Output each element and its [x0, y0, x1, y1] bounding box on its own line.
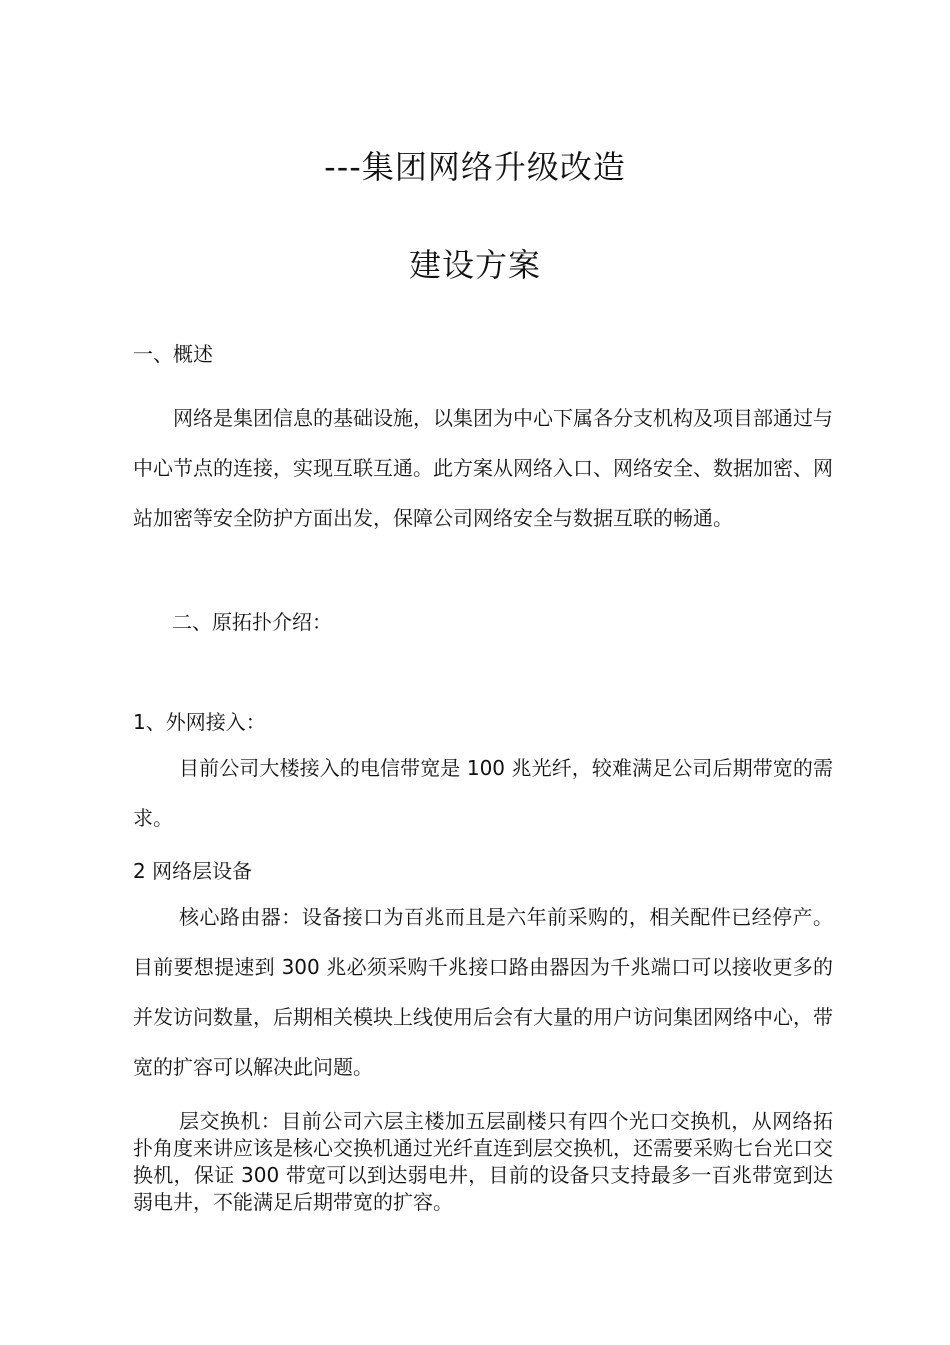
item1-heading: 1、外网接入： — [133, 710, 266, 734]
item2-paragraph-floor-switch: 层交换机：目前公司六层主楼加五层副楼只有四个光口交换机，从网络拓扑角度来讲应该是核心交换机通过光纤直连到层交换机，还需要采购七台光口交换机，保证 300 带宽可以到达弱电井，目前的设备只支持最多一百兆带宽到达弱电井，不能满足后期带宽的扩容。 — [133, 1109, 833, 1214]
item2-paragraph-core-router: 核心路由器：设备接口为百兆而且是六年前采购的，相关配件已经停产。目前要想提速到 300 兆必须采购千兆接口路由器因为千兆端口可以接收更多的并发访问数量，后期相关模块上线使用后会有大量的用户访问集团网络中心，带宽的扩容可以解决此问题。 — [133, 905, 833, 1079]
item2-heading: 2 网络层设备 — [133, 859, 253, 883]
section1-heading: 一、概述 — [133, 342, 213, 366]
section2-heading: 二、原拓扑介绍： — [172, 610, 332, 634]
item1-paragraph: 目前公司大楼接入的电信带宽是 100 兆光纤，较难满足公司后期带宽的需求。 — [133, 756, 833, 830]
document-title-line1: ---集团网络升级改造 — [324, 148, 626, 186]
document-title-line2: 建设方案 — [408, 246, 541, 284]
section1-paragraph: 网络是集团信息的基础设施，以集团为中心下属各分支机构及项目部通过与中心节点的连接，实现互联互通。此方案从网络入口、网络安全、数据加密、网站加密等安全防护方面出发，保障公司网络安全与数据互联的畅通。 — [133, 406, 833, 530]
